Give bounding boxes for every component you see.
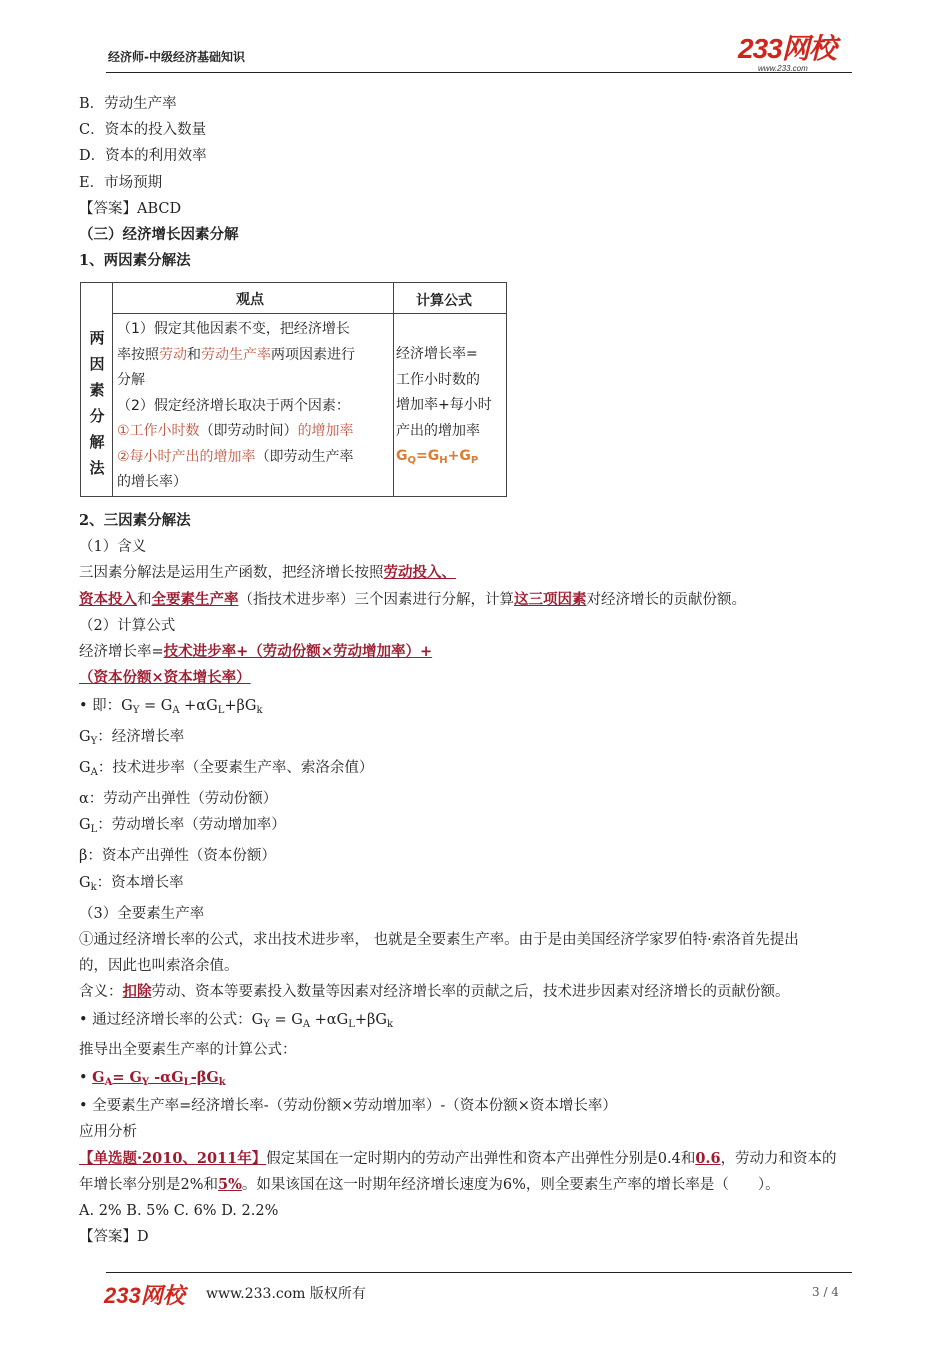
col-header-view: 观点 [236, 292, 264, 308]
tfp-formula-text: • 全要素生产率=经济增长率-（劳动份额×劳动增加率）-（资本份额×资本增长率） [79, 1098, 617, 1114]
question-line-2: 年增长率分别是2%和5%。如果该国在这一时期年经济增长速度为6%，则全要素生产率的增长率是（ ）。 [79, 1176, 780, 1193]
equation-1: • 即：$G_Y = G_A +\alpha G_L+\beta G_k$ [79, 698, 263, 716]
two-factor-table [80, 282, 507, 497]
question-options: A. 2% B. 5% C. 6% D. 2.2% [79, 1203, 279, 1219]
tfp-line-1: ①通过经济增长率的公式，求出技术进步率， 也就是全要素生产率。由于是由美国经济学家罗伯特·索洛首先提出 [79, 932, 799, 948]
def-ga: $G_A$：技术进步率（全要素生产率、索洛余值） [79, 760, 374, 778]
option-d: D．资本的利用效率 [79, 148, 207, 164]
footer-rule [106, 1272, 852, 1273]
equation-2: • 通过经济增长率的公式：$G_Y = G_A +\alpha G_L+\beta G_k$ [79, 1012, 394, 1030]
def-gy: $G_Y$：经济增长率 [79, 729, 185, 747]
calc-title: （2）计算公式 [79, 618, 176, 634]
meaning-line-2: 资本投入和全要素生产率（指技术进步率）三个因素进行分解，计算这三项因素对经济增长的贡献份额。 [79, 591, 746, 608]
page-number: 3 / 4 [812, 1285, 839, 1299]
row-header: 两 因 素 分 解 法 [89, 329, 105, 477]
logo-url: www.233.com [758, 64, 808, 73]
footer-logo: 233网校 [104, 1283, 185, 1308]
footer-copyright: www.233.com 版权所有 [206, 1286, 366, 1302]
tfp-meaning: 含义：扣除劳动、资本等要素投入数量等因素对经济增长率的贡献之后，技术进步因素对经济增长的贡献份额。 [79, 983, 790, 1000]
meaning-title: （1）含义 [79, 539, 147, 555]
option-b: B．劳动生产率 [79, 96, 177, 112]
tfp-line-2: 的，因此也叫索洛余值。 [79, 958, 239, 974]
brand-logo [738, 34, 850, 73]
calc-line-2: （资本份额×资本增长率） [79, 669, 251, 686]
header-title: 经济师-中级经济基础知识 [108, 50, 245, 64]
answer-2: 【答案】D [79, 1229, 149, 1245]
def-gl: $G_L$：劳动增长率（劳动增加率） [79, 817, 286, 835]
logo-text: 233网校 [738, 33, 836, 64]
question-line-1: 【单选题·2010、2011年】假定某国在一定时期内的劳动产出弹性和资本产出弹性分别是0.4和0.6，劳动力和资本的 [79, 1150, 837, 1167]
col-header-formula: 计算公式 [416, 293, 472, 309]
equation-3: • $G_A= G_Y$ $-\alpha G_L-\beta G_k$ [79, 1069, 226, 1088]
apply-title: 应用分析 [79, 1124, 137, 1140]
subsection-three-factor: 2、三因素分解法 [79, 512, 191, 529]
header-rule [106, 72, 852, 73]
def-gk: $G_k$：资本增长率 [79, 875, 184, 893]
answer-1: 【答案】ABCD [79, 201, 182, 217]
def-alpha: α：劳动产出弹性（劳动份额） [79, 791, 278, 807]
formula-cell: 经济增长率= 工作小时数的 增加率+每小时 产出的增加率 $G_Q=G_H+G_P$ [396, 346, 492, 466]
option-c: C．资本的投入数量 [79, 122, 207, 138]
meaning-line-1: 三因素分解法是运用生产函数，把经济增长按照劳动投入、 [79, 564, 456, 581]
def-beta: β：资本产出弹性（资本份额） [79, 848, 276, 864]
derive-text: 推导出全要素生产率的计算公式： [79, 1042, 297, 1058]
section-title: （三）经济增长因素分解 [79, 226, 239, 243]
subsection-two-factor: 1、两因素分解法 [79, 252, 191, 269]
calc-line-1: 经济增长率=技术进步率+（劳动份额×劳动增加率）+ [79, 643, 433, 660]
view-cell: （1）假定其他因素不变，把经济增长 率按照劳动和劳动生产率两项因素进行 分解 （2）假定经济增长取决于两个因素： ①工作小时数（即劳动时间）的增加率 ②每小时产出的增加率（即劳动生产率 的增长率） [117, 321, 355, 490]
option-e: E．市场预期 [79, 175, 163, 191]
tfp-title: （3）全要素生产率 [79, 906, 205, 922]
